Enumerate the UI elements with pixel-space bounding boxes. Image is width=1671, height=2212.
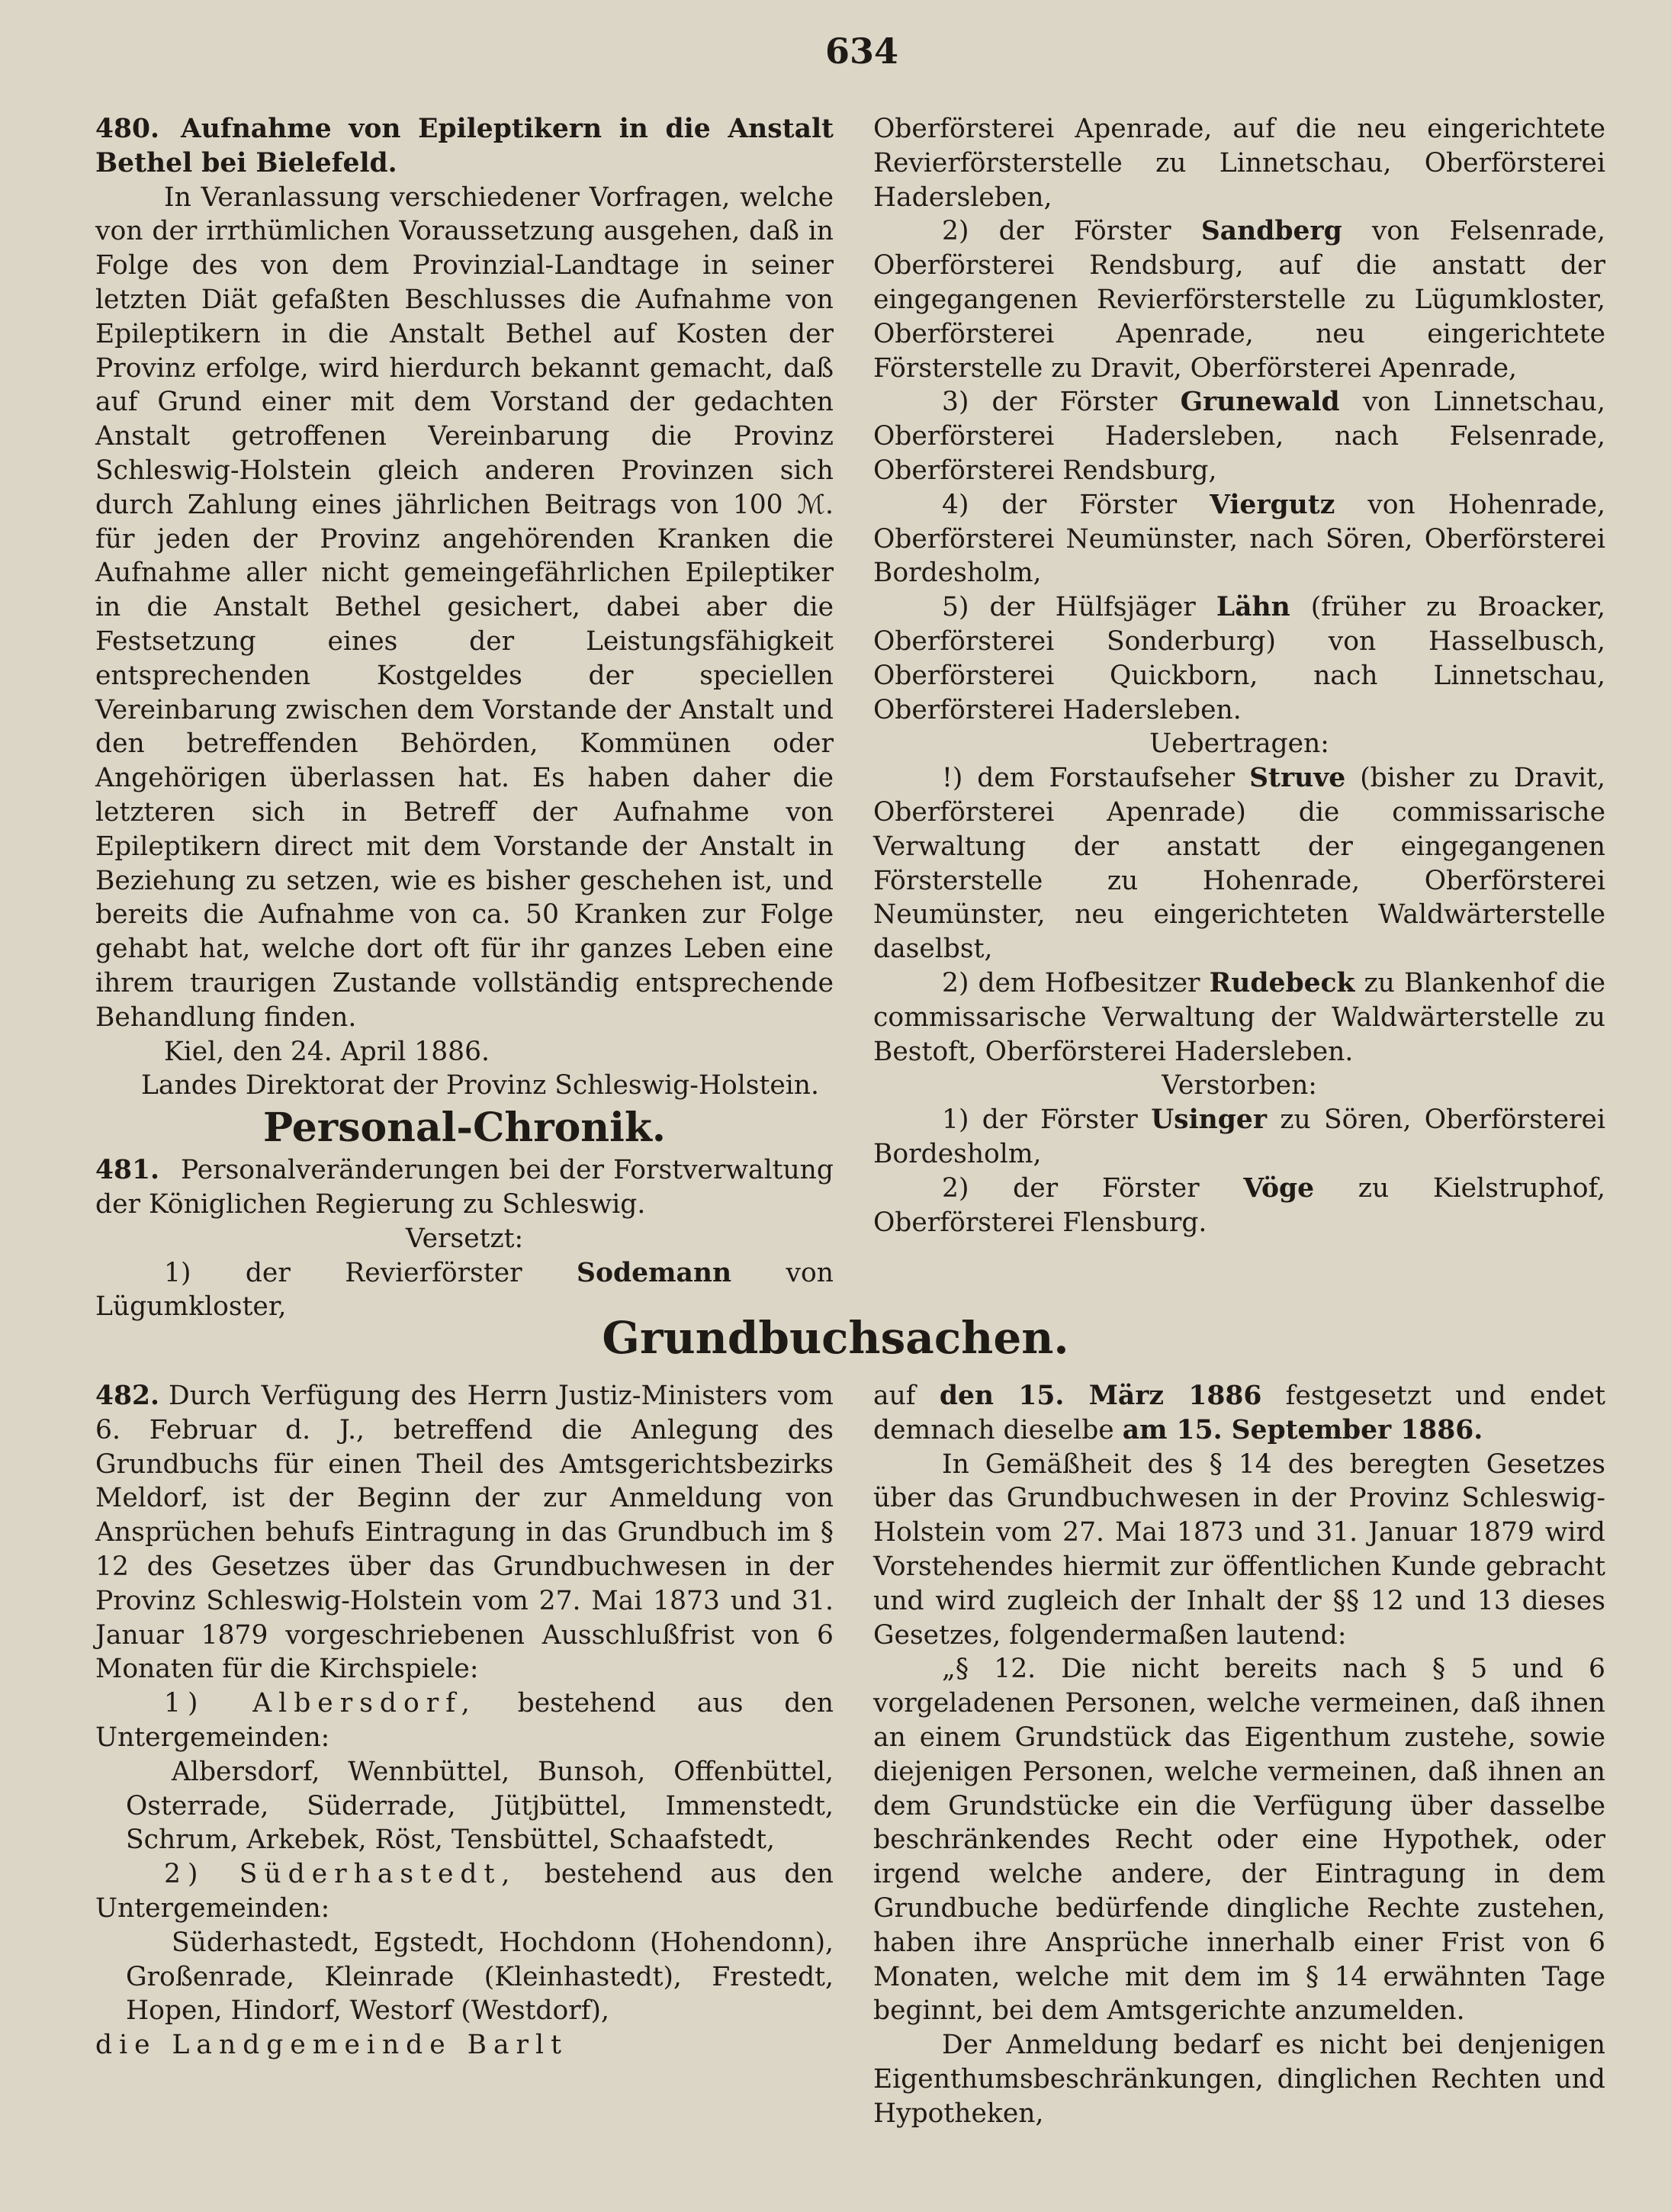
article-481-number: 481. [95, 1155, 160, 1186]
uebertragen-item-1 [873, 761, 1605, 966]
left-column-upper [95, 112, 834, 1324]
uebertragen-item-2-rest: zu Blankenhof die commissarische Verwaltung der Waldwärterstelle zu Bestoft, Oberförsterei Hadersleben. [873, 967, 1606, 1067]
article-480-date: Kiel, den 24. April 1886. [164, 1036, 490, 1067]
personal-chronik-heading: Personal-Chronik. [263, 1104, 666, 1152]
verstorben-item-2-prefix: 2) der Förster [942, 1172, 1200, 1204]
versetzt-item-4 [873, 488, 1605, 590]
verstorben-item-1 [873, 1103, 1605, 1172]
page-number: 634 [824, 31, 899, 72]
versetzt-item-2-rest: von Felsenrade, Oberförsterei Rendsburg, auf die anstatt der eingegangenen Revierförsterstelle zu Lügumkloster, Oberförsterei Apenrade, neu eingerichtete Försterstelle zu Dravit, Oberförsterei Apenrade, [873, 216, 1605, 384]
uebertragen-item-2-prefix: 2) dem Hofbesitzer [942, 967, 1200, 998]
article-482-period-b: festgesetzt und endet demnach dieselbe [873, 1381, 1606, 1445]
article-482-body-text: Durch Verfügung des Herrn Justiz-Ministers vom 6. Februar d. J., betreffend die Anlegung des Grundbuchs für einen Theil des Amtsgerichtsbezirks Meldorf, ist der Beginn der zur Anmeldung von Ansprüchen behufs Eintragung in das Grundbuch im § 12 des Gesetzes über das Grundbuchwesen in der Provinz Schleswig-Holstein vom 27. Mai 1873 und 31. Januar 1879 vorgeschriebenen Ausschlußfrist von 6 Monaten für die Kirchspiele: [95, 1381, 834, 1685]
article-480-title-text: Aufnahme von Epileptikern in die Anstalt Bethel bei Bielefeld. [95, 114, 834, 178]
versetzt-item-5-rest: (früher zu Broacker, Oberförsterei Sonderburg) von Hasselbusch, Oberförsterei Quickborn, nach Linnetschau, Oberförsterei Hadersleben. [873, 592, 1606, 725]
uebertragen-item-1-prefix: !) dem Forstaufseher [942, 763, 1236, 794]
article-482-paragraph-2: In Gemäßheit des § 14 des beregten Gesetzes über das Grundbuchwesen in der Provinz Schleswig-Holstein vom 27. Mai 1873 und 31. Januar 1879 wird Vorstehendes hiermit zur öffentlichen Kunde gebracht und wird zugleich der Inhalt der §§ 12 und 13 dieses Gesetzes, folgendermaßen lautend: [873, 1448, 1605, 1651]
kirchspiel-1-label: 1) Albersdorf, [164, 1688, 477, 1719]
article-482-number: 482. [95, 1381, 160, 1411]
article-482-paragraph-3: „§ 12. Die nicht bereits nach § 5 und 6 vorgeladenen Personen, welche vermeinen, daß ihnen an einem Grundstück das Eigenthum zustehe, sowie diejenigen Personen, welche vermeinen, daß ihnen an dem Grundstücke ein die Verfügung über dasselbe beschränkendes Recht oder eine Hypothek, oder irgend welche andere, der Eintragung in dem Grundbuche bedürfende dingliche Rechte zustehen, haben ihre Ansprüche innerhalb einer Frist von 6 Monaten, welche mit dem im § 14 erwähnten Tage beginnt, bei dem Amtsgerichte anzumelden. [873, 1654, 1605, 2027]
versetzt-item-5 [873, 590, 1605, 727]
versetzt-label: Versetzt: [405, 1223, 524, 1254]
article-480-body: In Veranlassung verschiedener Vorfragen, welche von der irrthümlichen Voraussetzung ausgehen, daß in Folge des von dem Provinzial-Landtage in seiner letzten Diät gefaßten Beschlusses die Aufnahme von Epileptikern in die Anstalt Bethel auf Kosten der Provinz erfolge, wird hierdurch bekannt gemacht, daß auf Grund einer mit dem Vorstand der gedachten Anstalt getroffenen Vereinbarung die Provinz Schleswig-Holstein gleich anderen Provinzen sich durch Zahlung eines jährlichen Beitrags von 100 ℳ. für jeden der Provinz angehörenden Kranken die Aufnahme aller nicht gemeingefährlichen Epileptiker in die Anstalt Bethel gesichert, dabei aber die Festsetzung eines der Leistungsfähigkeit entsprechenden Kostgeldes der speciellen Vereinbarung zwischen dem Vorstande der Anstalt und den betreffenden Behörden, Kommünen oder Angehörigen überlassen hat. Es haben daher die letzteren sich in Betreff der Aufnahme von Epileptikern direct mit dem Vorstande der Anstalt in Beziehung zu setzen, wie es bisher geschehen ist, und bereits die Aufnahme von ca. 50 Kranken zur Folge gehabt hat, welche dort oft für ihr ganzes Leben eine ihrem traurigen Zustande vollständig entsprechende Behandlung finden. [95, 182, 834, 1033]
left-column-lower [95, 1379, 834, 2062]
versetzt-item-2-prefix: 2) der Förster [942, 216, 1171, 247]
versetzt-item-2-name: Sandberg [1200, 216, 1342, 247]
right-column-upper [873, 112, 1605, 1239]
article-480-signature: Landes Direktorat der Provinz Schleswig-Holstein. [141, 1070, 819, 1101]
versetzt-item-1-rest: von Lügumkloster, [95, 1257, 834, 1323]
versetzt-item-3-name: Grunewald [1180, 387, 1340, 418]
versetzt-item-3 [873, 385, 1605, 487]
verstorben-label: Verstorben: [1162, 1070, 1317, 1101]
versetzt-item-5-prefix: 5) der Hülfsjäger [942, 592, 1196, 623]
uebertragen-item-2 [873, 966, 1605, 1069]
versetzt-item-1-prefix: 1) der Revierförster [164, 1257, 522, 1288]
verstorben-item-2 [873, 1172, 1605, 1240]
article-482-end-date: am 15. September 1886. [1122, 1414, 1483, 1445]
grundbuchsachen-heading: Grundbuchsachen. [602, 1312, 1069, 1364]
kirchspiel-2-rest: bestehend aus den Untergemeinden: [95, 1859, 834, 1924]
article-480-title [95, 112, 834, 181]
article-481-intro-text: Personalveränderungen bei der Forstverwaltung der Königlichen Regierung zu Schleswig. [95, 1155, 834, 1220]
versetzt-item-3-prefix: 3) der Förster [942, 387, 1158, 418]
uebertragen-item-1-name: Struve [1249, 763, 1346, 794]
article-482-paragraph-4: Der Anmeldung bedarf es nicht bei denjenigen Eigenthumsbeschränkungen, dinglichen Rechten und Hypotheken, [873, 2030, 1605, 2129]
article-480-number: 480. [95, 114, 160, 144]
kirchspiel-3: die Landgemeinde Barlt [95, 2030, 568, 2061]
uebertragen-label: Uebertragen: [1149, 728, 1329, 760]
versetzt-item-3-rest: von Linnetschau, Oberförsterei Hadersleben, nach Felsenrade, Oberförsterei Rendsburg, [873, 387, 1605, 486]
versetzt-item-1-name: Sodemann [577, 1257, 732, 1288]
versetzt-item-1-continued: Oberförsterei Apenrade, auf die neu eingerichtete Revierförsterstelle zu Linnetschau, Oberförsterei Hadersleben, [873, 114, 1605, 213]
verstorben-item-2-name: Vöge [1243, 1172, 1315, 1204]
versetzt-item-4-name: Viergutz [1210, 489, 1335, 520]
versetzt-item-2 [873, 214, 1605, 385]
kirchspiel-2-label: 2) Süderhastedt, [164, 1859, 517, 1890]
article-482-period-a: auf [873, 1381, 916, 1411]
verstorben-item-1-rest: zu Sören, Oberförsterei Bordesholm, [873, 1104, 1606, 1169]
article-481-intro [95, 1153, 834, 1222]
kirchspiel-1-list: Albersdorf, Wennbüttel, Bunsoh, Offenbüttel, Osterrade, Süderrade, Jütjbüttel, Immenstedt, Schrum, Arkebek, Röst, Tensbüttel, Schaafstedt, [126, 1756, 834, 1856]
article-482-period [873, 1379, 1605, 1448]
article-482-body [95, 1379, 834, 1686]
uebertragen-item-2-name: Rudebeck [1209, 967, 1355, 998]
kirchspiel-1 [95, 1686, 834, 1755]
versetzt-item-5-name: Lähn [1216, 592, 1290, 623]
article-482-start-date: den 15. März 1886 [939, 1381, 1262, 1411]
kirchspiel-1-rest: bestehend aus den Untergemeinden: [95, 1688, 834, 1753]
verstorben-item-1-name: Usinger [1151, 1104, 1268, 1136]
versetzt-item-4-rest: von Hohenrade, Oberförsterei Neumünster, nach Sören, Oberförsterei Bordesholm, [873, 489, 1605, 589]
right-column-lower [873, 1379, 1605, 2131]
verstorben-item-2-rest: zu Kielstruphof, Oberförsterei Flensburg. [873, 1172, 1605, 1238]
kirchspiel-2-list: Süderhastedt, Egstedt, Hochdonn (Hohendonn), Großenrade, Kleinrade (Kleinhastedt), Frestedt, Hopen, Hindorf, Westorf (Westdorf), [126, 1927, 834, 2027]
uebertragen-item-1-rest: (bisher zu Dravit, Oberförsterei Apenrade) die commissarische Verwaltung der anstatt der eingegangenen Försterstelle zu Hohenrade, Oberförsterei Neumünster, neu eingerichteten Waldwärterstelle daselbst, [873, 763, 1606, 965]
versetzt-item-4-prefix: 4) der Förster [942, 489, 1178, 520]
verstorben-item-1-prefix: 1) der Förster [942, 1104, 1138, 1136]
kirchspiel-2 [95, 1857, 834, 1926]
